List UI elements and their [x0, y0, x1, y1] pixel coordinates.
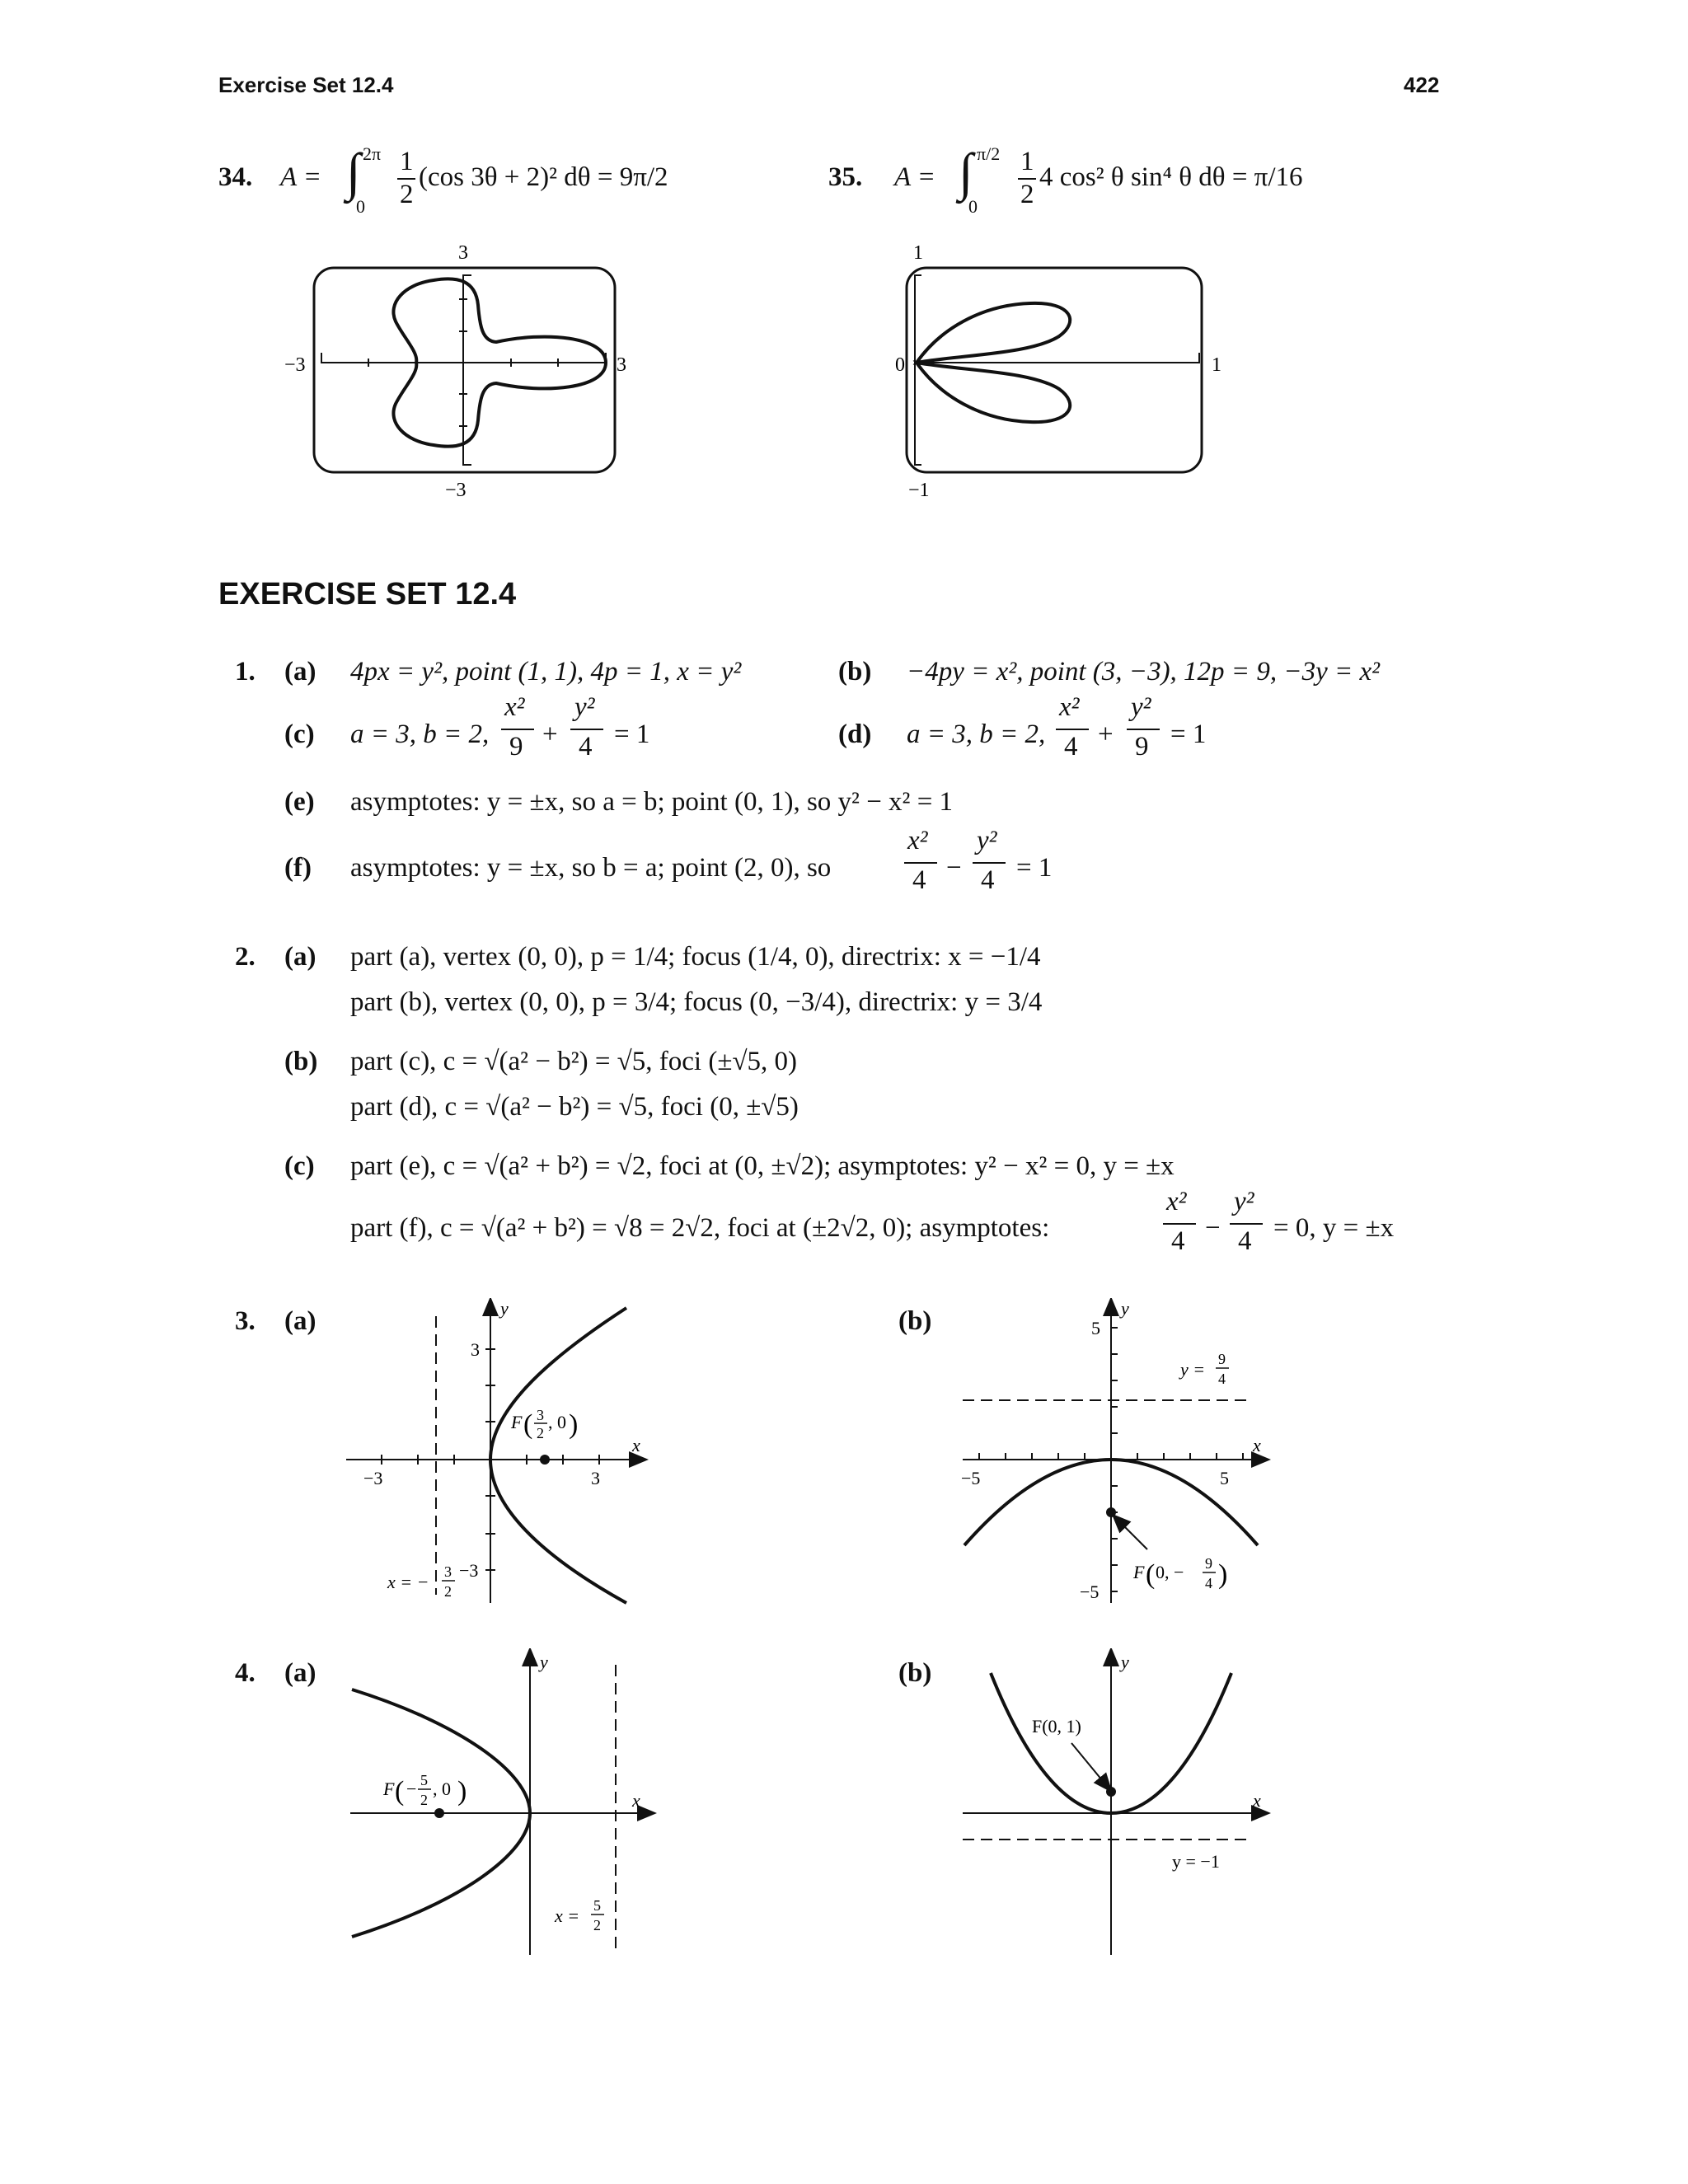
p35-lhs: A = [894, 162, 936, 192]
graph-3b-x-label: x [1253, 1435, 1261, 1455]
graph-3b-focus-point [1106, 1507, 1116, 1517]
ex1c-frac1-num: x² [504, 692, 525, 722]
ex1f-frac1-den: 4 [912, 865, 926, 895]
graph-35-upper-petal [917, 303, 1070, 363]
graph-4a-directrix-label [554, 1897, 604, 1933]
graph-3b-ytick-neg: −5 [1080, 1582, 1100, 1602]
graph-3a-x-label: x [632, 1435, 640, 1455]
graph-34-y-axis [463, 275, 471, 465]
ex2c-line2-post: = 0, y = ±x [1273, 1213, 1395, 1243]
ex3-number: 3. [235, 1306, 256, 1336]
graph-3a-parabola [490, 1308, 626, 1603]
ex1e-text: asymptotes: y = ±x, so a = b; point (0, 1), so y² − x² = 1 [350, 787, 954, 817]
svg-text:5: 5 [420, 1772, 428, 1788]
ex2c-line1: part (e), c = √(a² + b²) = √2, foci at (0, ±√2); asymptotes: y² − x² = 0, y = ±x [350, 1151, 1175, 1181]
svg-text:, 0: , 0 [548, 1412, 566, 1432]
graph-34-left-label: −3 [284, 354, 306, 376]
graph-4a-x-label: x [632, 1790, 640, 1811]
graph-3b-focus-label [1132, 1555, 1227, 1591]
svg-text:3: 3 [537, 1407, 544, 1423]
ex2-number: 2. [235, 942, 256, 972]
graph-3b-xtick-neg: −5 [961, 1468, 981, 1488]
ex3b-label: (b) [898, 1306, 932, 1336]
ex2c-frac1-bar [1163, 1223, 1196, 1225]
svg-text:F: F [1133, 1562, 1145, 1582]
graph-35-lower-petal [917, 363, 1070, 422]
p35-half-num: 1 [1020, 147, 1034, 176]
graph-35-polar-curve [890, 239, 1253, 511]
ex2c-label: (c) [284, 1151, 315, 1181]
graph-35-top-label: 1 [913, 242, 923, 264]
ex1c-frac1-bar [501, 729, 534, 730]
svg-text:): ) [1218, 1559, 1228, 1590]
ex1a-label: (a) [284, 657, 316, 687]
graph-35-right-label: 1 [1212, 354, 1221, 376]
graph-3a-directrix-label [387, 1563, 455, 1600]
ex1c-pre: a = 3, b = 2, [350, 719, 490, 749]
ex2a-label: (a) [284, 942, 316, 972]
ex2a-line2: part (b), vertex (0, 0), p = 3/4; focus (0, −3/4), directrix: y = 3/4 [350, 987, 1043, 1017]
svg-text:): ) [457, 1776, 467, 1807]
graph-4b-focus-label: F(0, 1) [1032, 1716, 1081, 1736]
graph-3a-focus-point [540, 1455, 550, 1465]
svg-text:F: F [511, 1412, 523, 1432]
ex1d-post: = 1 [1170, 719, 1207, 749]
svg-text:−: − [406, 1779, 417, 1799]
svg-text:x = −: x = − [387, 1572, 429, 1592]
ex2c-frac2-num: y² [1234, 1187, 1254, 1216]
ex1-number: 1. [235, 657, 256, 687]
ex2c-frac1-den: 4 [1171, 1226, 1185, 1256]
running-header-title: Exercise Set 12.4 [218, 73, 394, 97]
graph-3b [956, 1298, 1286, 1611]
ex1e-label: (e) [284, 787, 315, 817]
ex2b-label: (b) [284, 1047, 318, 1076]
problem-34-number: 34. [218, 162, 253, 192]
ex4a-label: (a) [284, 1658, 316, 1688]
graph-34-top-label: 3 [458, 242, 468, 264]
ex1b-text: −4py = x², point (3, −3), 12p = 9, −3y = x² [907, 657, 1381, 687]
ex2c-frac2-den: 4 [1238, 1226, 1252, 1256]
graph-3b-directrix-label [1179, 1351, 1229, 1387]
ex2c-line2-pre: part (f), c = √(a² + b²) = √8 = 2√2, foci at (±2√2, 0); asymptotes: [350, 1213, 1050, 1243]
graph-4a-focus-point [434, 1808, 444, 1818]
graph-4b-focus-point [1106, 1787, 1116, 1797]
ex2c-frac1-num: x² [1166, 1187, 1187, 1216]
ex1f-post: = 1 [1016, 853, 1053, 883]
ex2a-line1: part (a), vertex (0, 0), p = 1/4; focus (1/4, 0), directrix: x = −1/4 [350, 942, 1041, 972]
ex1c-frac2-den: 4 [579, 732, 593, 762]
graph-3b-focus-arrow [1118, 1521, 1147, 1549]
ex1d-frac1-bar [1056, 729, 1089, 730]
graph-35-frame [907, 268, 1202, 472]
ex1f-label: (f) [284, 853, 312, 883]
ex1c-post: = 1 [614, 719, 650, 749]
p34-int-lower: 0 [356, 196, 365, 217]
ex1c-frac1-den: 9 [509, 732, 523, 762]
ex2c-op: − [1205, 1213, 1221, 1243]
p35-int-upper: π/2 [977, 143, 1001, 164]
ex1d-frac1-den: 4 [1064, 732, 1078, 762]
p35-int-lower: 0 [968, 196, 978, 217]
ex1a-text: 4px = y², point (1, 1), 4p = 1, x = y² [350, 657, 742, 687]
ex1d-pre: a = 3, b = 2, [907, 719, 1046, 749]
graph-4a [342, 1648, 663, 1961]
ex1f-frac2-bar [973, 862, 1006, 864]
ex2b-line1: part (c), c = √(a² − b²) = √5, foci (±√5, 0) [350, 1047, 798, 1076]
ex1d-op: + [1098, 719, 1114, 749]
ex1d-label: (d) [838, 719, 872, 749]
p34-half-den: 2 [400, 180, 414, 209]
ex1d-frac1-num: x² [1059, 692, 1080, 722]
ex1c-op: + [542, 719, 558, 749]
graph-3a-xtick-pos: 3 [591, 1468, 600, 1488]
p34-half-num: 1 [400, 147, 414, 176]
ex2c-frac2-bar [1230, 1223, 1263, 1225]
svg-text:2: 2 [420, 1792, 428, 1808]
svg-text:2: 2 [444, 1583, 452, 1600]
graph-34-polar-curve [272, 239, 643, 511]
ex1c-frac2-num: y² [574, 692, 595, 722]
svg-text:): ) [569, 1409, 579, 1440]
p35-integral-sign: ∫ [959, 143, 973, 201]
ex1f-frac1-bar [904, 862, 937, 864]
page-number: 422 [1404, 73, 1440, 97]
section-title: EXERCISE SET 12.4 [218, 577, 517, 612]
ex1c-label: (c) [284, 719, 315, 749]
p34-rest: (cos 3θ + 2)² dθ = 9π/2 [419, 162, 668, 192]
graph-3a-ytick-neg: −3 [459, 1560, 479, 1581]
svg-text:4: 4 [1205, 1575, 1212, 1591]
ex2b-line2: part (d), c = √(a² − b²) = √5, foci (0, ±√5) [350, 1092, 799, 1122]
svg-text:(: ( [1146, 1559, 1156, 1590]
graph-4b-x-label: x [1253, 1790, 1261, 1811]
svg-text:F: F [383, 1779, 395, 1799]
graph-3b-y-label: y [1121, 1298, 1129, 1319]
p35-rest: 4 cos² θ sin⁴ θ dθ = π/16 [1039, 162, 1303, 192]
ex1d-frac2-den: 9 [1135, 732, 1149, 762]
graph-3a-ytick-pos: 3 [471, 1339, 480, 1360]
svg-text:5: 5 [593, 1897, 601, 1914]
ex4-number: 4. [235, 1658, 256, 1688]
svg-text:2: 2 [537, 1425, 544, 1441]
ex1f-op: − [946, 853, 962, 883]
graph-3a [342, 1298, 655, 1611]
graph-3a-focus-label [510, 1407, 578, 1441]
graph-4b-y-label: y [1121, 1652, 1129, 1672]
graph-3b-xtick-pos: 5 [1220, 1468, 1229, 1488]
problem-35-number: 35. [828, 162, 863, 192]
ex1d-frac2-bar [1127, 729, 1160, 730]
graph-35-left-label: 0 [895, 354, 905, 376]
ex1b-label: (b) [838, 657, 872, 687]
p34-integral-sign: ∫ [346, 143, 361, 201]
graph-35-bottom-label: −1 [908, 480, 930, 501]
p35-half-den: 2 [1020, 180, 1034, 209]
svg-text:9: 9 [1218, 1351, 1226, 1367]
svg-text:4: 4 [1218, 1371, 1226, 1387]
graph-4b-focus-arrow [1071, 1743, 1106, 1785]
graph-3a-y-label: y [500, 1298, 509, 1319]
p34-lhs: A = [280, 162, 322, 192]
ex1d-frac2-num: y² [1131, 692, 1151, 722]
ex1f-frac2-den: 4 [981, 865, 995, 895]
svg-text:9: 9 [1205, 1555, 1212, 1572]
p34-int-upper: 2π [363, 143, 382, 164]
svg-text:y =: y = [1180, 1359, 1206, 1380]
ex4b-label: (b) [898, 1658, 932, 1688]
graph-3a-xtick-neg: −3 [363, 1468, 383, 1488]
graph-4a-y-label: y [540, 1652, 548, 1672]
graph-4a-focus-label [382, 1772, 467, 1808]
svg-text:, 0: , 0 [433, 1779, 451, 1799]
svg-text:2: 2 [593, 1917, 601, 1933]
graph-34-right-label: 3 [617, 354, 626, 376]
graph-34-bottom-label: −3 [445, 480, 467, 501]
svg-text:0, −: 0, − [1156, 1562, 1184, 1582]
ex1c-frac2-bar [570, 729, 603, 730]
ex1f-frac1-num: x² [907, 826, 928, 855]
graph-4b [956, 1648, 1286, 1961]
graph-3b-ytick-pos: 5 [1091, 1318, 1100, 1338]
ex3a-label: (a) [284, 1306, 316, 1336]
ex1f-pre: asymptotes: y = ±x, so b = a; point (2, 0), so [350, 853, 832, 883]
graph-4b-directrix-label: y = −1 [1172, 1851, 1220, 1872]
svg-text:x =: x = [555, 1905, 580, 1926]
ex1f-frac2-num: y² [977, 826, 997, 855]
svg-text:(: ( [395, 1776, 405, 1807]
svg-text:3: 3 [444, 1563, 452, 1580]
svg-text:(: ( [523, 1409, 533, 1440]
